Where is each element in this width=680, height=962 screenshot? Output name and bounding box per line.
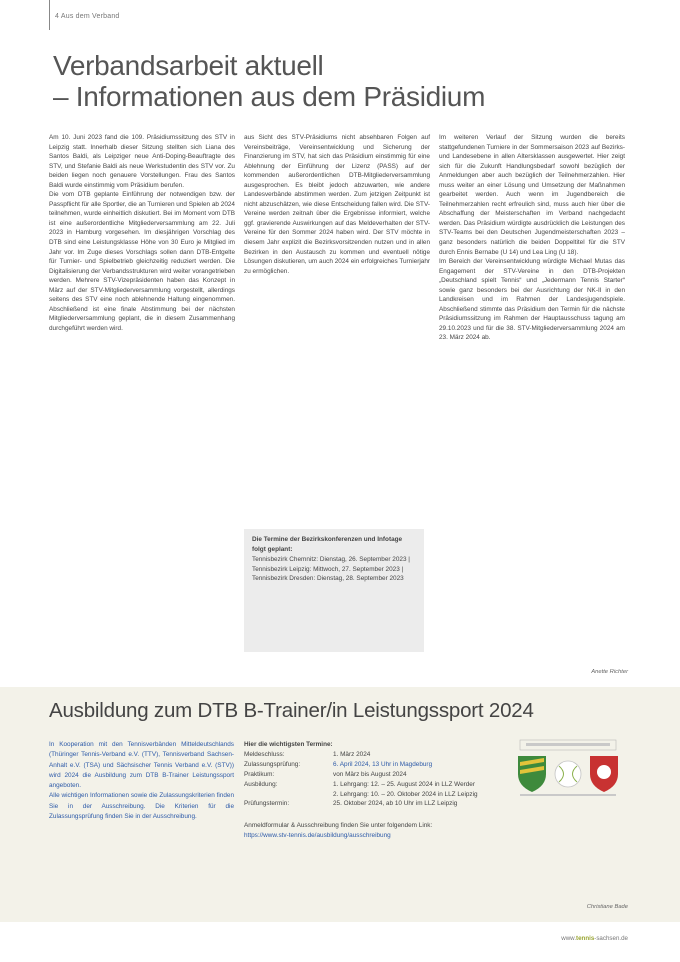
paragraph: Im Bereich der Vereinsentwicklung würdigte Michael Mutas das Engagement der STV-Vereine in den DTB-Projekten „Deutschland spielt Tennis“ und „Jedermann Tennis Starter“ sowie ganz besonders bei der Ausrichtung der NK-II in den Landkreisen und im Rahmen der Landesjugendspiele. Abschließend stimmte das Präsidium den Termin für die nächste Präsidiumssitzung im Rahmen der Hauptausschuss tagung am 29.10.2023 und für die 38. STV-Mitgliederversammlung 2024 am 23. März 2024 ab. <box>439 258 625 342</box>
article-title-line1: Verbandsarbeit aktuell <box>53 50 324 81</box>
date-row: Zulassungsprüfung: 6. April 2024, 13 Uhr in Magdeburg <box>244 760 433 768</box>
date-row: Ausbildung: 1. Lehrgang: 12. – 25. August 2024 in LLZ Werder <box>244 780 475 788</box>
paragraph: Am 10. Juni 2023 fand die 109. Präsidiumssitzung des STV in Leipzig statt. Innerhalb dieser Sitzung stellten sich Liana des Santos Baldi, als Leipziger neue Anti-Doping-Beauftragte des STV, und Stefanie Baldi als neue Werkstudentin des STV vor. Zu beiden liegen noch genauere Vorstellungen. Frau des Santos Baldi wurde einstimmig vom Präsidium berufen. <box>49 134 235 189</box>
info-box-title: Die Termine der Bezirkskonferenzen und Infotage folgt geplant: <box>252 536 403 553</box>
article-title <box>53 50 485 112</box>
registration-link[interactable]: https://www.stv-tennis.de/ausbildung/ausschreibung <box>244 832 391 840</box>
margin-rule <box>49 0 50 30</box>
author-credit: Anette Richter <box>591 669 628 675</box>
training-title: Ausbildung zum DTB B-Trainer/in Leistungssport 2024 <box>49 699 534 722</box>
date-row: 2. Lehrgang: 10. – 20. Oktober 2024 in LLZ Leipzig <box>333 790 478 798</box>
article-column-2 <box>244 133 430 276</box>
training-dates <box>244 740 504 841</box>
paragraph: Alle wichtigen Informationen sowie die Zulassungskriterien finden Sie in der Ausschreibung. Die Kriterien für die Zulassungsprüfung finden Sie in der Ausschreibung. <box>49 792 234 821</box>
info-box <box>244 529 424 652</box>
link-text: Anmeldformular & Ausschreibung finden Sie unter folgendem Link: <box>244 822 433 830</box>
training-intro <box>49 740 234 822</box>
paragraph: Die vom DTB geplante Einführung der notwendigen bzw. der Passpflicht für alle Sportler, die an Turnieren und Spielen ab 2024 teilnehmen, wurde einheitlich diskutiert. Bei im Moment vom DTB ist eine außerordentliche Mitgliederversammlung am 22. Juli 2023 in Hamburg vorgesehen. Im diesjährigen Vorschlag des DTB sind eine Leistungsklasse Höhe von 30 Euro je Mitglied im Jahr vor. Im Zuge dieses Vorschlags sollen dann DTB-Entgelte für Turnier- und Spielbetrieb gleichzeitig reduziert werden. Die Digitalisierung der Verbandsstrukturen wird weiter vorangetrieben werden. Mehrere STV-Vizepräsidenten haben das Konzept in März auf der STV-Mitgliederversammlung vorgestellt, allerdings seitens des STV eine noch ablehnende Haltung eingenommen. Abschließend ist eine finale Abstimmung bei der nächsten Mitgliederversammlung geplant, die in diesem Zusammenhang durchgeführt werden wird. <box>49 191 235 332</box>
section-header: 4 Aus dem Verband <box>55 13 120 20</box>
article-column-1 <box>49 133 235 333</box>
paragraph: aus Sicht des STV-Präsidiums nicht absehbaren Folgen auf Vereinsbeiträge, Vereinsentwicklung und Sicherung der Finanzierung im STV, hat sich das Präsidium einstimmig für eine Ablehnung der Einführung der Lizenz (PASS) auf der kommenden außerordentlichen DTB-Mitgliederversammlung ausgesprochen. Es bleibt jedoch abzuwarten, wie andere Landesverbände abstimmen werden. Zum jetzigen Zeitpunkt ist nicht abzuschätzen, wie diese Entscheidung fallen wird. Die STV-Vereine werden zeitnah über die Ergebnisse informiert, welche ggf. gravierende Auswirkungen auf das Meldeverhalten der STV-Vereine für den Sommer 2024 haben wird. Der STV möchte in diesem Jahr explizit die Bezirksvorsitzenden nutzen und in allen Bezirken in den Austausch zu kommen und eventuell nötige Lösungen diskutieren, um auch 2024 ein erfolgreiches Turnierjahr zu ermöglichen. <box>244 134 430 275</box>
dates-title: Hier die wichtigsten Termine: <box>244 741 333 748</box>
tennis-ball-icon <box>555 761 581 787</box>
paragraph: Im weiteren Verlauf der Sitzung wurden die bereits stattgefundenen Turniere in der Sommersaison 2023 auf Bezirks- und Landesebene in allen Altersklassen ausgewertet. Hier zeigt sich für die Zukunft Handlungsbedarf sowohl bezüglich der Anmeldungen aber auch bezüglich der Teilnehmerzahlen. Hier muss weiter an einer Lösung und Umsetzung der Maßnahmen gearbeitet werden. Auch wenn im Jugendbereich die Teilnehmerzahlen recht erfreulich sind, muss auch hier über die Abschaffung der Meisterschaften im Verband nachgedacht werden. Das Präsidium würdigte ausdrücklich die Leistungen des STV-Teams bei den Deutschen Jugendmeisterschaften 2023 – ganz besonders natürlich die beiden Doppeltitel für die STV durch Ennis Bernabe (U 14) und Lea Ling (U 18). <box>439 134 625 256</box>
date-row: Prüfungstermin: 25. Oktober 2024, ab 10 Uhr im LLZ Leipzig <box>244 800 458 808</box>
date-row: Meldeschluss: 1. März 2024 <box>244 750 371 758</box>
info-box-text: Tennisbezirk Chemnitz: Dienstag, 26. September 2023 | Tennisbezirk Leipzig: Mittwoch, 27. September 2023 | Tennisbezirk Dresden: Dienstag, 28. September 2023 <box>252 556 410 583</box>
training-credit: Christiane Bade <box>586 904 628 910</box>
date-row: Praktikum: von März bis August 2024 <box>244 770 407 778</box>
article-title-line2: – Informationen aus dem Präsidium <box>53 81 486 112</box>
article-column-3 <box>439 133 625 343</box>
paragraph: In Kooperation mit den Tennisverbänden Mitteldeutschlands (Thüringer Tennis-Verband e.V. (TTV), Tennisverband Sachsen-Anhalt e.V. (TSA) und Sächsischer Tennis Verband e.V. (STV)) wird 2024 die Ausbildung zum DTB B-Trainer Leistungssport angeboten. <box>49 741 234 790</box>
federation-logos <box>514 738 622 798</box>
footer-url: www.tennis-sachsen.de <box>561 935 628 942</box>
registration-info <box>244 821 504 841</box>
